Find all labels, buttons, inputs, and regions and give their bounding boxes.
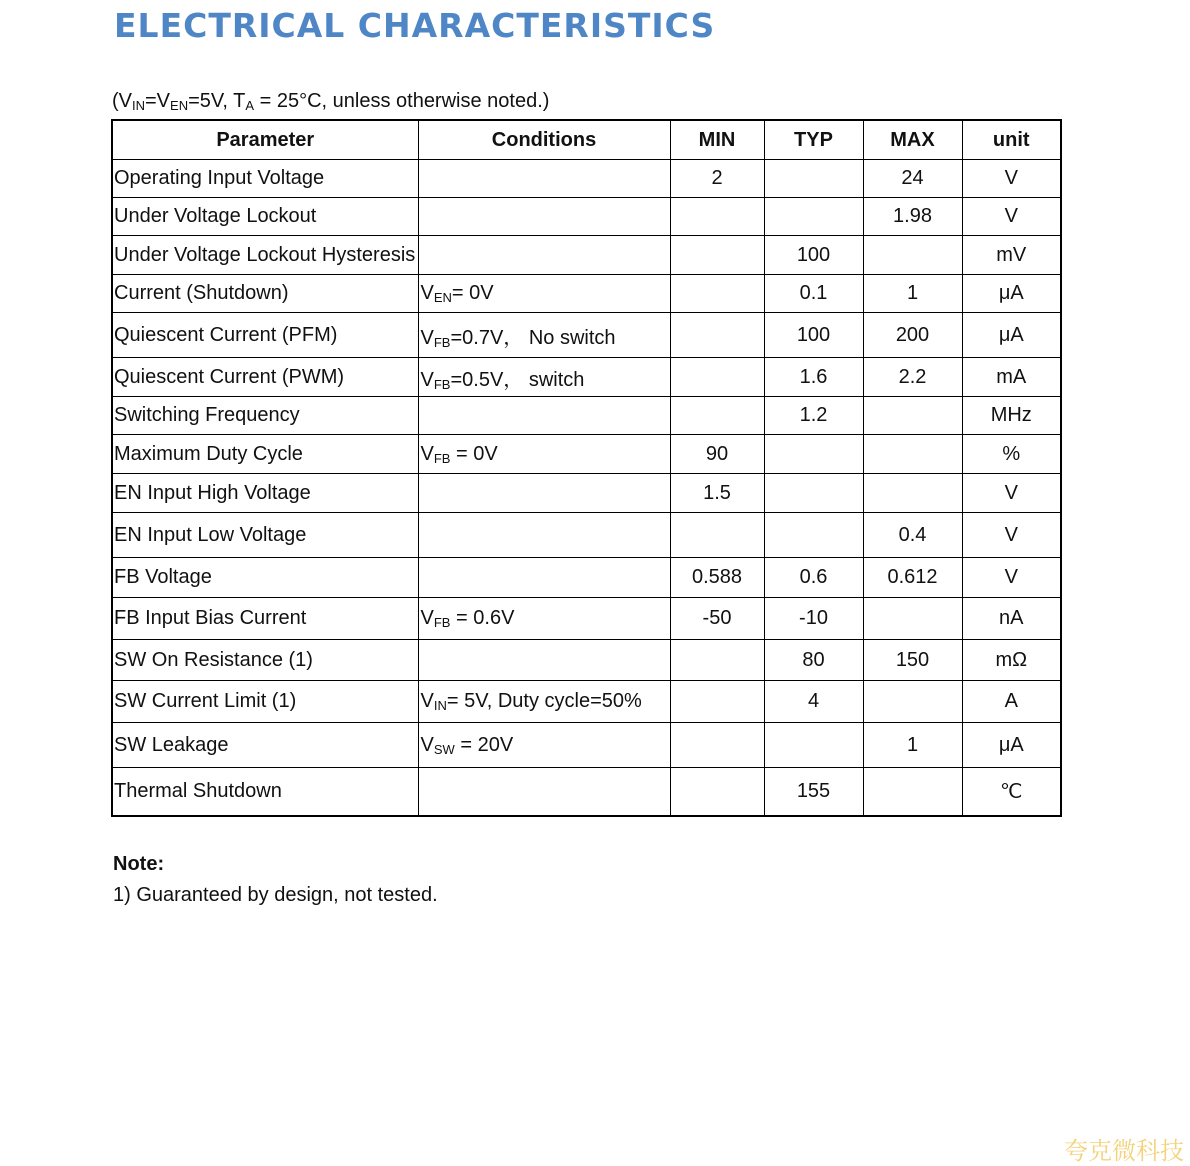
cell-max <box>863 681 962 723</box>
cell-parameter: Current (Shutdown) <box>112 275 418 313</box>
cell-conditions <box>418 640 670 681</box>
cell-max <box>863 236 962 275</box>
cell-conditions: $V_{FB} = 0V$ <box>418 435 670 474</box>
cell-max: 2.2 <box>863 358 962 397</box>
cell-parameter: FB Input Bias Current <box>112 598 418 640</box>
cell-parameter: Under Voltage Lockout Hysteresis <box>112 236 418 275</box>
cell-unit: V <box>962 474 1061 513</box>
cell-unit: μA <box>962 723 1061 768</box>
cell-min <box>670 723 764 768</box>
cell-parameter: EN Input Low Voltage <box>112 513 418 558</box>
cell-typ: 100 <box>764 236 863 275</box>
cell-max: 0.4 <box>863 513 962 558</box>
cell-parameter: Quiescent Current (PFM) <box>112 313 418 358</box>
cell-min <box>670 236 764 275</box>
cell-max <box>863 435 962 474</box>
header-min: MIN <box>670 120 764 160</box>
table-row <box>112 723 1061 768</box>
cell-min: 90 <box>670 435 764 474</box>
cell-unit: nA <box>962 598 1061 640</box>
cell-conditions: $V_{FB}=0.5V$， switch <box>418 358 670 397</box>
table-row <box>112 681 1061 723</box>
cell-conditions <box>418 558 670 598</box>
cell-unit: mA <box>962 358 1061 397</box>
cell-parameter: Operating Input Voltage <box>112 160 418 198</box>
table-row <box>112 474 1061 513</box>
cell-conditions <box>418 513 670 558</box>
cell-unit: V <box>962 558 1061 598</box>
cell-parameter: SW Current Limit (1) <box>112 681 418 723</box>
cell-parameter: SW On Resistance (1) <box>112 640 418 681</box>
cell-typ: 0.6 <box>764 558 863 598</box>
cell-min: 2 <box>670 160 764 198</box>
cell-unit: A <box>962 681 1061 723</box>
cell-typ: 4 <box>764 681 863 723</box>
cell-parameter: Maximum Duty Cycle <box>112 435 418 474</box>
cell-conditions <box>418 198 670 236</box>
cell-parameter: Under Voltage Lockout <box>112 198 418 236</box>
electrical-characteristics-table <box>111 119 1062 817</box>
cell-parameter: EN Input High Voltage <box>112 474 418 513</box>
cell-max: 24 <box>863 160 962 198</box>
cell-max: 0.612 <box>863 558 962 598</box>
cell-max <box>863 397 962 435</box>
cell-conditions <box>418 768 670 816</box>
cell-max <box>863 768 962 816</box>
cell-unit: V <box>962 160 1061 198</box>
cell-unit: V <box>962 198 1061 236</box>
cell-unit: ℃ <box>962 768 1061 816</box>
table-row <box>112 598 1061 640</box>
header-typ: TYP <box>764 120 863 160</box>
cell-conditions <box>418 474 670 513</box>
watermark: 夸克微科技 <box>1064 1137 1184 1165</box>
cell-conditions <box>418 160 670 198</box>
table-row <box>112 275 1061 313</box>
cell-max <box>863 474 962 513</box>
cell-min <box>670 768 764 816</box>
header-conditions: Conditions <box>418 120 670 160</box>
cell-typ <box>764 474 863 513</box>
cell-min <box>670 513 764 558</box>
table-row <box>112 435 1061 474</box>
cell-unit: μA <box>962 275 1061 313</box>
cell-parameter: Quiescent Current (PWM) <box>112 358 418 397</box>
cell-typ <box>764 435 863 474</box>
table-row <box>112 640 1061 681</box>
cell-typ: 0.1 <box>764 275 863 313</box>
cell-unit: % <box>962 435 1061 474</box>
cell-min: -50 <box>670 598 764 640</box>
table-row <box>112 513 1061 558</box>
test-conditions-note: ($V_{IN}=V_{EN}=5V$, $T_A = 25^\circ C$, unless otherwise noted.) <box>112 90 550 113</box>
cell-min <box>670 640 764 681</box>
cell-min <box>670 397 764 435</box>
cell-max: 1 <box>863 723 962 768</box>
header-parameter: Parameter <box>112 120 418 160</box>
cell-parameter: SW Leakage <box>112 723 418 768</box>
cell-min <box>670 275 764 313</box>
cell-conditions: $V_{FB} = 0.6V$ <box>418 598 670 640</box>
cell-parameter: Thermal Shutdown <box>112 768 418 816</box>
cell-unit: mV <box>962 236 1061 275</box>
cell-parameter: FB Voltage <box>112 558 418 598</box>
table-row <box>112 236 1061 275</box>
table-row <box>112 313 1061 358</box>
table-row <box>112 768 1061 816</box>
note-title: Note: <box>113 853 165 875</box>
cell-typ: 80 <box>764 640 863 681</box>
cell-unit: μA <box>962 313 1061 358</box>
cell-min: 0.588 <box>670 558 764 598</box>
cell-typ: 100 <box>764 313 863 358</box>
cell-min <box>670 313 764 358</box>
cell-max: 200 <box>863 313 962 358</box>
note-line-1: 1) Guaranteed by design, not tested. <box>113 884 438 906</box>
table-row <box>112 397 1061 435</box>
cell-conditions: $V_{SW} = 20V$ <box>418 723 670 768</box>
cell-max: 1.98 <box>863 198 962 236</box>
cell-parameter: Switching Frequency <box>112 397 418 435</box>
cell-unit: MHz <box>962 397 1061 435</box>
header-unit: unit <box>962 120 1061 160</box>
cell-conditions: $V_{IN}= 5V$, Duty cycle=50% <box>418 681 670 723</box>
cell-unit: mΩ <box>962 640 1061 681</box>
cell-max: 150 <box>863 640 962 681</box>
cell-conditions <box>418 397 670 435</box>
cell-max <box>863 598 962 640</box>
header-max: MAX <box>863 120 962 160</box>
cell-min <box>670 681 764 723</box>
cell-typ <box>764 160 863 198</box>
cell-typ: 1.6 <box>764 358 863 397</box>
cell-unit: V <box>962 513 1061 558</box>
table-row <box>112 358 1061 397</box>
cell-conditions: $V_{EN}= 0V$ <box>418 275 670 313</box>
cell-typ: 1.2 <box>764 397 863 435</box>
cell-min <box>670 198 764 236</box>
cell-conditions: $V_{FB}=0.7V$， No switch <box>418 313 670 358</box>
table-row <box>112 198 1061 236</box>
table-row <box>112 558 1061 598</box>
page-title: ELECTRICAL CHARACTERISTICS <box>114 6 716 45</box>
cell-typ: 155 <box>764 768 863 816</box>
cell-typ <box>764 513 863 558</box>
cell-typ: -10 <box>764 598 863 640</box>
table-row <box>112 160 1061 198</box>
cell-typ <box>764 723 863 768</box>
table-header-row <box>112 120 1061 160</box>
cell-min: 1.5 <box>670 474 764 513</box>
cell-conditions <box>418 236 670 275</box>
cell-min <box>670 358 764 397</box>
cell-typ <box>764 198 863 236</box>
cell-max: 1 <box>863 275 962 313</box>
